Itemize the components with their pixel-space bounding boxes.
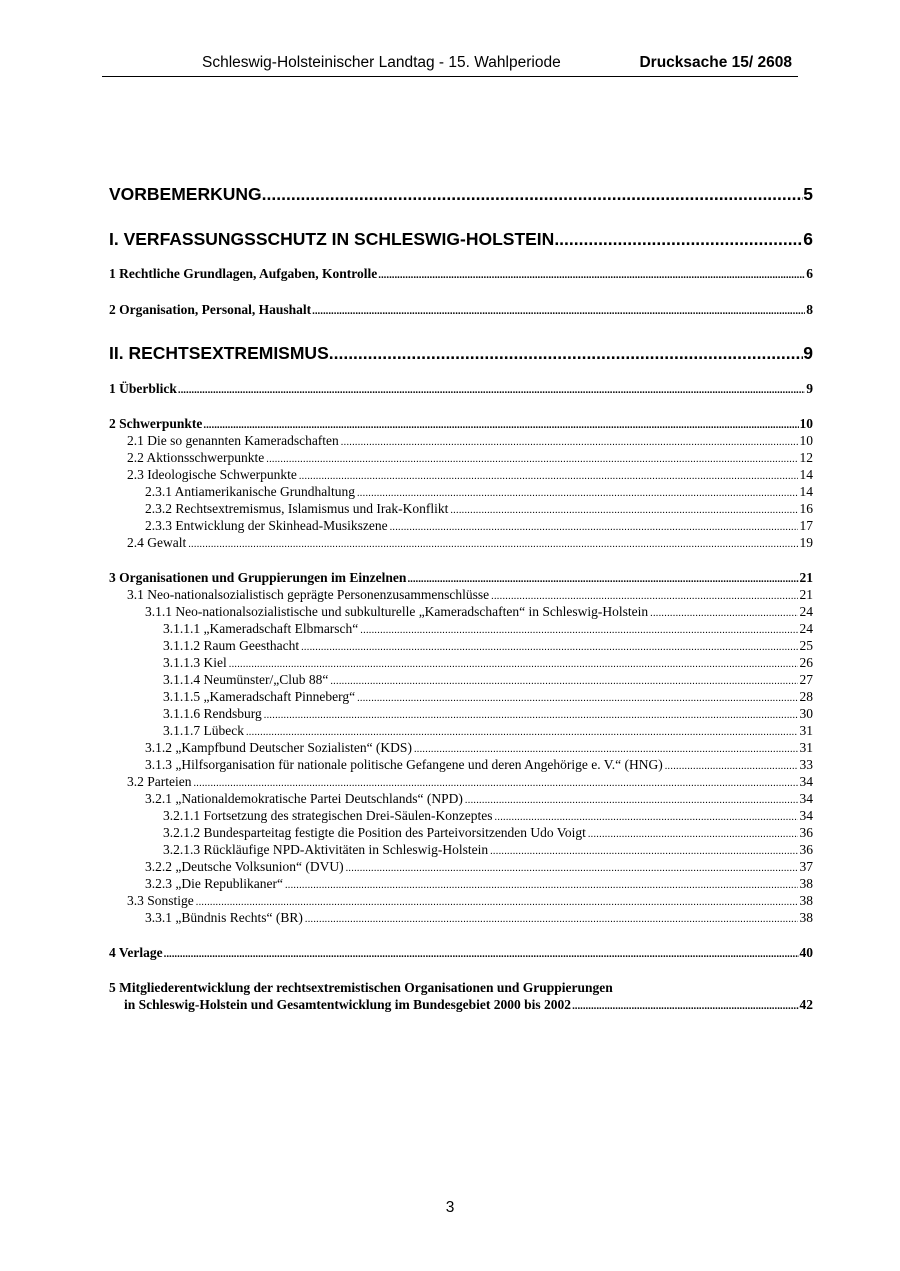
toc-entry <box>163 689 813 705</box>
toc-entry-title: 2.3.3 Entwicklung der Skinhead-Musikszene <box>145 518 388 533</box>
toc-entry-page: 34 <box>799 774 813 789</box>
toc-entry <box>163 706 813 722</box>
toc-entry-title: 2 Schwerpunkte <box>109 416 203 431</box>
toc-entry-title: 3.1.1.4 Neumünster/„Club 88“ <box>163 672 329 687</box>
toc-entry-title: 3.3 Sonstige <box>127 893 194 908</box>
toc-entry-page: 16 <box>799 501 813 516</box>
toc-entry-title: 2.1 Die so genannten Kameradschaften <box>127 433 339 448</box>
toc-entry <box>127 587 813 603</box>
toc-entry-title: 3.2.1 „Nationaldemokratische Partei Deutschlands“ (NPD) <box>145 791 463 806</box>
toc-entry <box>145 518 813 534</box>
toc-entry-page: 30 <box>799 706 813 721</box>
toc-entry <box>127 774 813 790</box>
toc-entry-title: 2 Organisation, Personal, Haushalt <box>109 302 312 317</box>
toc-entry-title: 2.2 Aktionsschwerpunkte <box>127 450 265 465</box>
toc-entry-page: 26 <box>799 655 813 670</box>
toc-entry <box>163 672 813 688</box>
toc-entry-page: 17 <box>799 518 813 533</box>
page-number: 3 <box>445 1199 455 1216</box>
toc-entry-title: 2.3.2 Rechtsextremismus, Islamismus und Irak-Konflikt <box>145 501 449 516</box>
toc-entry-page: 8 <box>806 302 813 317</box>
toc-entry-page: 31 <box>799 723 813 738</box>
toc-entry-page: 36 <box>799 842 813 857</box>
toc-entry <box>109 184 813 205</box>
toc-entry <box>145 501 813 517</box>
toc-entry-title: 3.1.1 Neo-nationalsozialistische und subkulturelle „Kameradschaften“ in Schleswig-Holstein <box>145 604 649 619</box>
toc-entry-page: 38 <box>799 910 813 925</box>
toc-entry <box>163 655 813 671</box>
toc-entry-title: 2.4 Gewalt <box>127 535 187 550</box>
toc-entry <box>109 416 813 432</box>
toc-entry <box>109 945 813 961</box>
toc-entry-title: 3.1.1.3 Kiel <box>163 655 227 670</box>
toc-entry-page: 12 <box>799 450 813 465</box>
toc-entry <box>109 229 813 250</box>
toc-entry-page: 42 <box>799 997 813 1012</box>
toc-entry-multiline-second <box>124 997 813 1013</box>
page-header <box>102 52 798 77</box>
toc-entry-title: 3.2.1.2 Bundesparteitag festigte die Position des Parteivorsitzenden Udo Voigt <box>163 825 586 840</box>
toc-entry-page: 33 <box>799 757 813 772</box>
toc-entry-title: 3.2.3 „Die Republikaner“ <box>145 876 283 891</box>
toc-entry-title-line2: in Schleswig-Holstein und Gesamtentwicklung im Bundesgebiet 2000 bis 2002 <box>124 997 572 1012</box>
toc-entry <box>127 450 813 466</box>
toc-entry <box>109 381 813 397</box>
toc-entry-title: II. RECHTSEXTREMISMUS <box>109 343 329 363</box>
toc-entry <box>109 266 813 282</box>
toc-entry-page: 9 <box>803 343 813 363</box>
toc-entry-page: 14 <box>799 467 813 482</box>
toc-entry-title: 3.2.1.3 Rückläufige NPD-Aktivitäten in Schleswig-Holstein <box>163 842 489 857</box>
toc-entry-page: 24 <box>799 604 813 619</box>
toc-entry <box>163 621 813 637</box>
toc-entry-page: 28 <box>799 689 813 704</box>
toc-entry-title: 3.1.1.6 Rendsburg <box>163 706 262 721</box>
toc-entry-title: 2.3.1 Antiamerikanische Grundhaltung <box>145 484 355 499</box>
toc-entry-page: 21 <box>799 587 813 602</box>
toc-entry-title: 3 Organisationen und Gruppierungen im Einzelnen <box>109 570 407 585</box>
toc-entry-page: 6 <box>803 229 813 249</box>
toc-entry-multiline <box>109 980 813 996</box>
toc-entry-title: 1 Rechtliche Grundlagen, Aufgaben, Kontrolle <box>109 266 378 281</box>
toc-entry-title: 3.1.3 „Hilfsorganisation für nationale politische Gefangene und deren Angehörige e. V.“ (HNG) <box>145 757 663 772</box>
toc-entry <box>109 343 813 364</box>
toc-entry <box>145 757 813 773</box>
toc-entry-page: 9 <box>806 381 813 396</box>
toc-entry-page: 38 <box>799 893 813 908</box>
header-title: Schleswig-Holsteinischer Landtag - 15. Wahlperiode <box>202 54 561 71</box>
toc-entry-page: 19 <box>799 535 813 550</box>
toc-entry-title: 3.1.1.5 „Kameradschaft Pinneberg“ <box>163 689 356 704</box>
toc-entry <box>145 791 813 807</box>
toc-entry-page: 40 <box>799 945 813 960</box>
toc-entry-page: 24 <box>799 621 813 636</box>
toc-entry-title: 3.2.1.1 Fortsetzung des strategischen Drei-Säulen-Konzeptes <box>163 808 493 823</box>
toc-entry <box>145 859 813 875</box>
toc-entry-title: 3.1.2 „Kampfbund Deutscher Sozialisten“ (KDS) <box>145 740 412 755</box>
toc-entry-title: I. VERFASSUNGSSCHUTZ IN SCHLESWIG-HOLSTEIN <box>109 229 555 249</box>
toc-entry-page: 36 <box>799 825 813 840</box>
toc-entry <box>163 808 813 824</box>
toc-entry <box>127 433 813 449</box>
toc-entry-title: 3.2.2 „Deutsche Volksunion“ (DVU) <box>145 859 344 874</box>
toc-entry <box>145 910 813 926</box>
toc-entry-page: 34 <box>799 791 813 806</box>
toc-entry <box>145 604 813 620</box>
toc-entry-page: 21 <box>799 570 813 585</box>
toc-entry-page: 27 <box>799 672 813 687</box>
toc-entry-page: 25 <box>799 638 813 653</box>
toc-entry-page: 31 <box>799 740 813 755</box>
toc-entry-page: 6 <box>806 266 813 281</box>
toc-entry <box>145 484 813 500</box>
toc-entry-page: 5 <box>803 184 813 204</box>
toc-entry-page: 14 <box>799 484 813 499</box>
header-drucksache: Drucksache 15/ 2608 <box>639 54 792 71</box>
toc-entry-page: 37 <box>799 859 813 874</box>
toc-entry <box>163 842 813 858</box>
toc-entry-title: 3.1.1.7 Lübeck <box>163 723 244 738</box>
toc-entry <box>145 740 813 756</box>
toc-entry <box>163 825 813 841</box>
toc-entry-title-line1: 5 Mitgliederentwicklung der rechtsextremistischen Organisationen und Gruppierungen <box>109 980 613 995</box>
toc-entry-title: 4 Verlage <box>109 945 163 960</box>
toc-entry-page: 38 <box>799 876 813 891</box>
toc-entry-title: 3.1 Neo-nationalsozialistisch geprägte Personenzusammenschlüsse <box>127 587 490 602</box>
toc-entry-page: 10 <box>799 416 813 431</box>
toc-entry <box>127 893 813 909</box>
toc-entry-title: 1 Überblick <box>109 381 177 396</box>
toc-entry-title: 3.1.1.1 „Kameradschaft Elbmarsch“ <box>163 621 359 636</box>
toc-entry-title: VORBEMERKUNG <box>109 184 262 204</box>
toc-entry-page: 34 <box>799 808 813 823</box>
toc-entry-title: 3.1.1.2 Raum Geesthacht <box>163 638 300 653</box>
toc-entry-title: 3.3.1 „Bündnis Rechts“ (BR) <box>145 910 303 925</box>
toc-entry <box>127 535 813 551</box>
toc-entry <box>163 723 813 739</box>
toc-entry <box>163 638 813 654</box>
toc-entry <box>109 302 813 318</box>
toc-entry-title: 2.3 Ideologische Schwerpunkte <box>127 467 297 482</box>
toc-entry <box>109 570 813 586</box>
toc-entry <box>127 467 813 483</box>
toc-entry-title: 3.2 Parteien <box>127 774 192 789</box>
toc-entry-page: 10 <box>799 433 813 448</box>
toc-entry <box>145 876 813 892</box>
